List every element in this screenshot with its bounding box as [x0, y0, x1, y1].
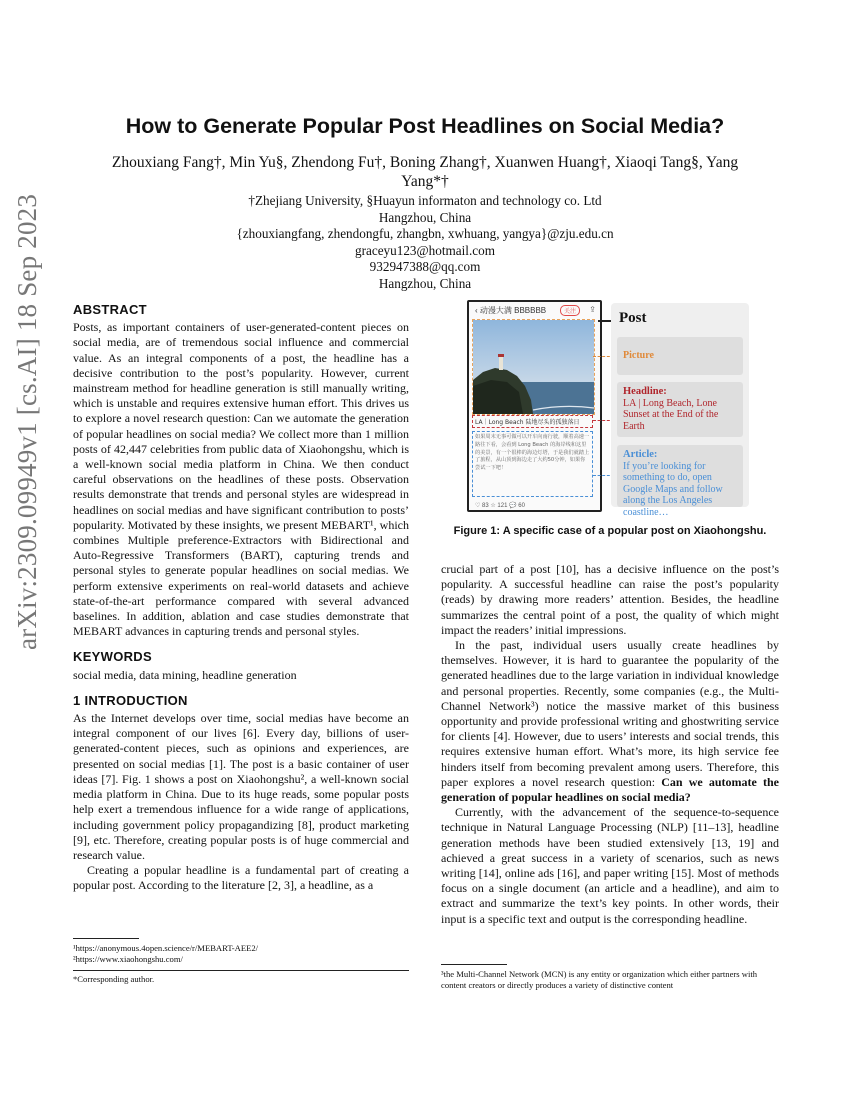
headline-label: Headline: — [623, 386, 667, 397]
right-footnote — [441, 958, 779, 991]
footnote-3: ³the Multi-Channel Network (MCN) is any entity or organization which either partners with content creators or directly produces a variety of distinctive content — [441, 969, 758, 990]
arxiv-identifier: arXiv:2309.09949v1 [cs.AI] 18 Sep 2023 — [12, 193, 42, 650]
affiliation-line: {zhouxiangfang, zhendongfu, zhangbn, xwhuang, yangya}@zju.edu.cn — [236, 226, 614, 242]
authors-line-1: Zhouxiang Fang†, Min Yu§, Zhendong Fu†, Boning Zhang†, Xuanwen Huang†, Xiaoqi Tang§, Yang — [111, 154, 739, 171]
left-column — [73, 302, 409, 894]
share-icon: ⇪ — [589, 305, 596, 314]
right-paragraph-1: crucial part of a post [10], has a decisive influence on the post’s popularity. A successful headline can raise the post’s popularity (reads) by drawing more readers’ attention. Besides, the headline summarizes the central point of a post, the quality of which might impact the readers’ initial impressions. — [441, 562, 779, 637]
post-label: Post — [619, 310, 647, 326]
article-english: If you’re looking for something to do, open Google Maps and follow along the Los Angeles coastline… — [623, 460, 723, 518]
post-article-box: 如果周末无事可做可以开车向南行驶，顺着高速一路往下看，会看到 Long Beach 的海岸线和这里的美景，有一个很棒的海边灯塔，于是我们就踏上了旅程，从山顶到海边走了大约50分钟，如果你尝试一下吧！ — [472, 431, 593, 497]
keywords-text: social media, data mining, headline generation — [73, 667, 297, 682]
affiliation-line: †Zhejiang University, §Huayun informaton and technology co. Ltd — [248, 193, 602, 208]
article-label-box — [617, 445, 743, 518]
right-column — [441, 562, 779, 927]
post-picture — [472, 319, 595, 415]
affiliation-line: graceyu123@hotmail.com — [355, 242, 495, 258]
footnote-1: ¹https://anonymous.4open.science/r/MEBART-AEE2/ — [73, 943, 259, 953]
abstract-heading: ABSTRACT — [73, 302, 147, 317]
corresponding-author: *Corresponding author. — [73, 974, 155, 984]
research-question: Can we automate the generation of popular headlines on social media? — [441, 774, 779, 805]
post-structure-panel — [611, 303, 749, 518]
paper-title: How to Generate Popular Post Headlines on Social Media? — [125, 114, 725, 138]
authors-line-2: Yang*† — [401, 173, 449, 190]
post-headline-box: LA｜Long Beach 陆地尽头的孤独落日 — [472, 415, 593, 428]
intro-paragraph-2: Creating a popular headline is a fundamental part of creating a popular post. According to the literature [2, 3], a headline, as a — [73, 863, 409, 893]
authors — [70, 153, 780, 191]
figure-1 — [467, 300, 750, 518]
keywords-heading: KEYWORDS — [73, 649, 152, 665]
introduction-heading: 1 INTRODUCTION — [73, 692, 188, 708]
affiliations — [70, 193, 780, 293]
headline-english: LA | Long Beach, Lone Sunset at the End of the Earth — [623, 397, 719, 432]
coast-photo — [473, 320, 594, 414]
right-paragraph-2: In the past, individual users usually create headlines by themselves. However, it is hard to guarantee the popularity of the generated headlines due to the large variation in individual knowledge and personal properties. Recently, some companies (e.g., the Multi-Channel Network³) notice the massive market of this business opportunity and provide professional writing and ghostwriting service for clients [4]. However, due to users’ interests and social trends, this requires extensive human effort. What’s more, its high service fee hinders itself from becoming prevalent among users. Therefore, this paper explores a novel research question: Can we automate the generation of popular headlines on social media? — [441, 638, 779, 805]
right-paragraph-3: Currently, with the advancement of the sequence-to-sequence technique in Natural Language Processing (NLP) [11–13], headline generation methods have been studied extensively [13, 19] and achieved a great success in a variety of scenarios, such as news writing [14], online ads [16], and paper writing [15]. Most of methods focus on a single document (an article and a headline), and aim to extract and summarize the text’s key points. In other words, their input is a specific text and output is the corresponding headline. — [441, 805, 779, 926]
phone-bottom-bar: ♡ 83 ☆ 121 💬 60 — [475, 503, 525, 509]
figure-caption: Figure 1: A specific case of a popular post on Xiaohongshu. — [453, 525, 767, 537]
footnote-2: ²https://www.xiaohongshu.com/ — [73, 954, 183, 964]
affiliation-line: Hangzhou, China — [378, 209, 472, 225]
article-label: Article: — [623, 449, 658, 460]
affiliation-line: 932947388@qq.com — [369, 259, 481, 275]
abstract-text: Posts, as important containers of user-generated-content pieces on social media, are of tremendous social influence and commercial value. As an integral components of a post, the headline has a decisive contribution to the post’s popularity. However, current mainstream method for headline generation is still manually writing, which is unstable and requires extensive human effort. This drives us to explore a novel research question: Can we automate the generation of popular headlines on social media? We collect more than 1 million posts of 42,447 celebrities from public data of Xiaohongshu, which is a well-known social media platform in China. We then conduct careful observations on the headlines of these posts. Observation results demonstrate that trends and personal styles are widespread in headlines on social medias and have significant contribution to posts’ popularity. Motivated by these insights, we present MEBART¹, which combines Multiple preference-Extractors with Bidirectional and Auto-Regressive Transformers (BART), capturing trends and personal styles to generate popular headlines on social medias. We perform extensive experiments on real-world datasets and achieve state-of-the-art performance compared with several advanced baselines. In addition, ablation and case studies demonstrate that MEBART advances in capturing trends and personal styles. — [73, 320, 409, 639]
picture-label: Picture — [617, 337, 743, 375]
left-footnotes — [73, 932, 409, 985]
follow-badge: 关注 — [560, 305, 580, 316]
phone-screenshot — [467, 300, 602, 512]
affiliation-line: Hangzhou, China — [378, 275, 472, 291]
intro-paragraph-1: As the Internet develops over time, social medias have become an integral component of our lives [6]. Every day, billions of user-generated-content pieces, such as opinions and experiences, are presented on social medias [1]. The post is a basic container of user ideas [7]. Fig. 1 shows a post on Xiaohongshu², a well-known social media platform in China. Due to its huge reads, some popular posts help exert a tremendous influence for a wide range of applications, including government policy propagandizing [8], product marketing [9], etc. Therefore, creating popular posts is of huge commercial and research value. — [73, 711, 409, 862]
phone-user-name: ‹ 动漫大满 BBBBBB — [475, 306, 547, 315]
headline-label-box — [617, 382, 743, 437]
